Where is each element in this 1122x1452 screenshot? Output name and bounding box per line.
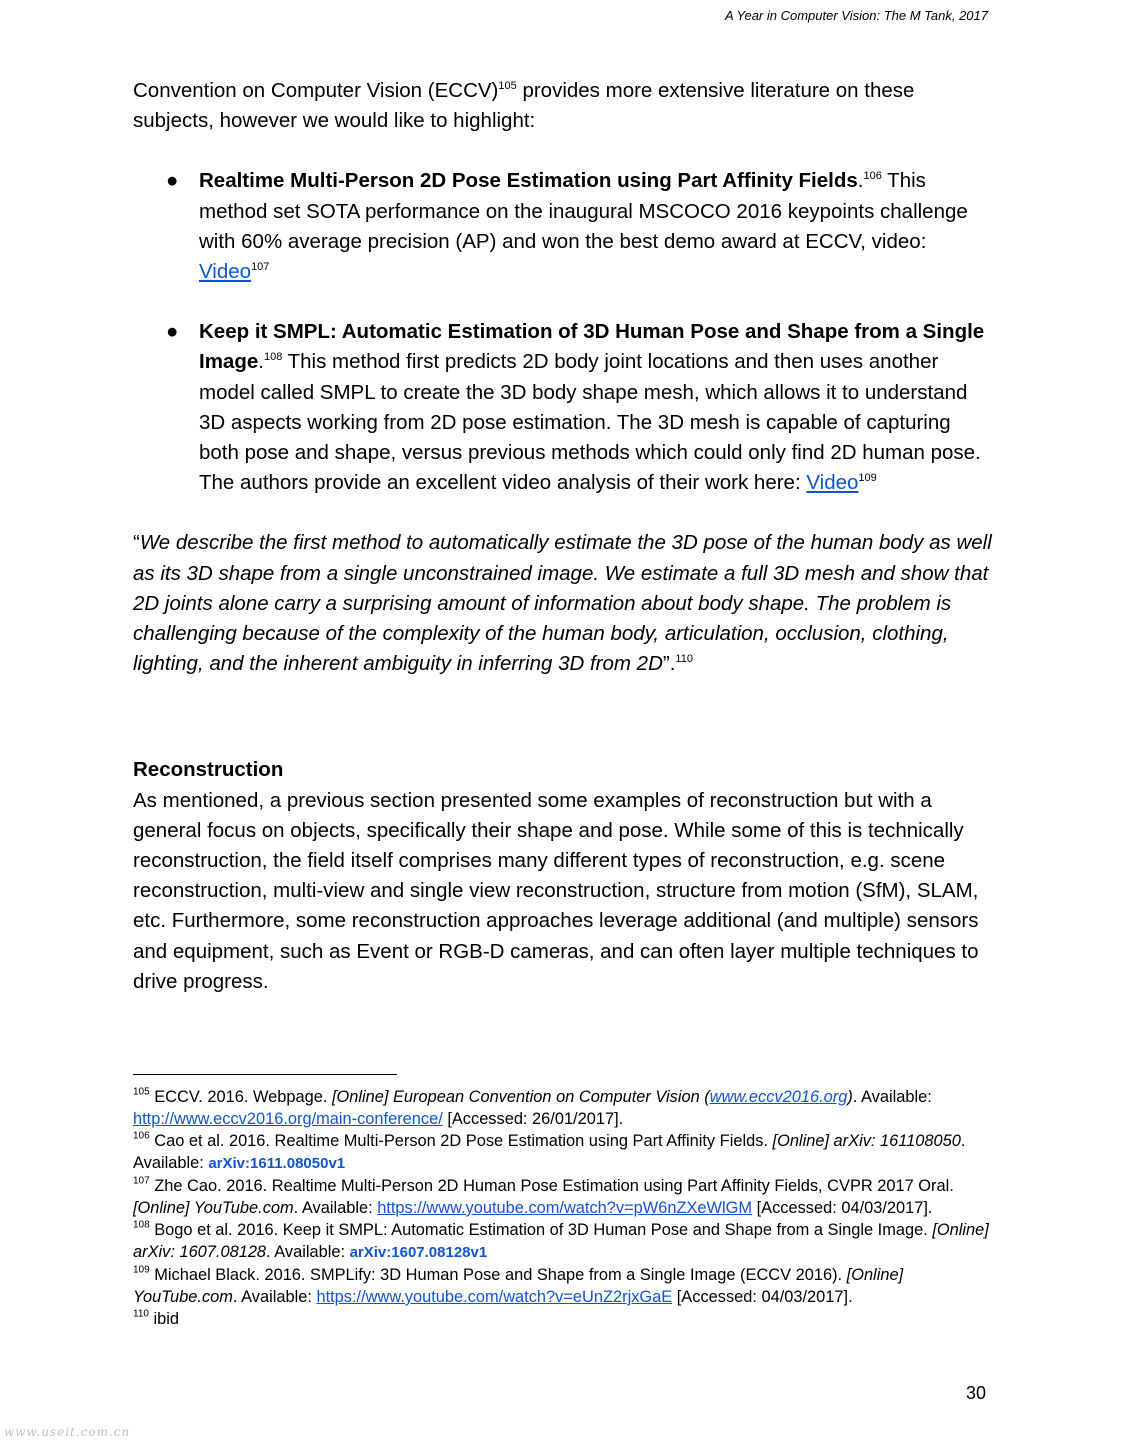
arxiv-link[interactable]: arXiv:1611.08050v1 <box>208 1155 346 1172</box>
main-content <box>133 76 993 997</box>
footnote-link[interactable]: www.eccv2016.org <box>709 1088 848 1106</box>
footnote-ref[interactable]: 105 <box>498 79 517 92</box>
page-number: 30 <box>966 1383 987 1403</box>
intro-paragraph: Convention on Computer Vision (ECCV)$^{105}$ provides more extensive literature on these subjects, however we would like to highlight: <box>133 79 915 133</box>
footnote-ref[interactable]: 106 <box>863 170 882 183</box>
watermark: www.useit.com.cn <box>4 1425 131 1439</box>
section-heading: Reconstruction <box>133 758 284 782</box>
footnote-ref[interactable]: 110 <box>675 653 693 665</box>
bullet-icon: ● <box>166 169 179 193</box>
footnote-105: $^{105}$ ECCV. 2016. Webpage. [Online] European Convention on Computer Vision (www.eccv2016.org). Available: http://www.eccv2016.org/main-conference/ [Accessed: 26/01/2017]. <box>133 1086 932 1128</box>
paper-title: Keep it SMPL: Automatic Estimation of 3D Human Pose and Shape from a Single Image <box>199 320 985 374</box>
section-body: As mentioned, a previous section presented some examples of reconstruction but with a general focus on objects, specifically their shape and pose. While some of this is technically reconstruction, the field itself comprises many different types of reconstruction, e.g. scene reconstruction, multi-view and single view reconstruction, structure from motion (SfM), SLAM, etc. Furthermore, some reconstruction approaches leverage additional (and multiple) sensors and equipment, such as Event or RGB-D cameras, and can often layer multiple techniques to drive progress. <box>133 788 979 993</box>
footnote-107: $^{107}$ Zhe Cao. 2016. Realtime Multi-Person 2D Human Pose Estimation using Part Affinity Fields, CVPR 2017 Oral. [Online] YouTube.com. Available: https://www.youtube.com/watch?v=pW6nZXeWlGM [Accessed: 04/03/2017]. <box>133 1175 954 1217</box>
footnote-link[interactable]: https://www.youtube.com/watch?v=eUnZ2rjxGaE <box>316 1288 673 1306</box>
footnote-divider <box>133 1074 397 1075</box>
running-header: A Year in Computer Vision: The M Tank, 2017 <box>724 8 988 23</box>
list-item: ● Keep it SMPL: Automatic Estimation of 3D Human Pose and Shape from a Single Image.$^{108}$ This method first predicts 2D body joint locations and then uses another model called SMPL to create the 3D body shape mesh, which allows it to understand 3D aspects working from 2D pose estimation. The 3D mesh is capable of capturing both pose and shape, versus previous methods which could only find 2D human pose. The authors provide an excellent video analysis of their work here: Video$^{109}$ <box>133 317 993 498</box>
video-link[interactable]: Video <box>806 471 859 495</box>
quote-block: “We describe the first method to automatically estimate the 3D pose of the human body as well as its 3D shape from a single unconstrained image. We estimate a full 3D mesh and show that 2D joints alone carry a surprising amount of information about body shape. The problem is challenging because of the complexity of the human body, articulation, occlusion, clothing, lighting, and the inherent ambiguity in inferring 3D from 2D”.$^{110}$ <box>133 531 992 676</box>
highlight-list <box>133 166 993 498</box>
footnote-106: $^{106}$ Cao et al. 2016. Realtime Multi-Person 2D Pose Estimation using Part Affinity Fields. [Online] arXiv: 161108050. Available: arXiv:1611.08050v1 <box>133 1130 966 1172</box>
arxiv-link[interactable]: arXiv:1607.08128v1 <box>349 1244 488 1261</box>
footnote-109: $^{109}$ Michael Black. 2016. SMPLify: 3D Human Pose and Shape from a Single Image (ECCV 2016). [Online] YouTube.com. Available: https://www.youtube.com/watch?v=eUnZ2rjxGaE [Accessed: 04/03/2017]. <box>133 1264 904 1306</box>
bullet-icon: ● <box>166 320 179 344</box>
footnotes <box>133 1086 993 1330</box>
footnote-110: $^{110}$ ibid <box>133 1308 180 1328</box>
footnote-ref[interactable]: 109 <box>858 471 877 484</box>
footnote-ref[interactable]: 107 <box>251 260 270 273</box>
footnote-ref[interactable]: 108 <box>263 351 283 364</box>
footnote-108: $^{108}$ Bogo et al. 2016. Keep it SMPL: Automatic Estimation of 3D Human Pose and Shape from a Single Image. [Online] arXiv: 1607.08128. Available: arXiv:1607.08128v1 <box>133 1219 989 1261</box>
footnote-link[interactable]: https://www.youtube.com/watch?v=pW6nZXeWlGM <box>377 1199 753 1217</box>
video-link[interactable]: Video <box>199 260 252 284</box>
list-item: ● Realtime Multi-Person 2D Pose Estimation using Part Affinity Fields.$^{106}$ This method set SOTA performance on the inaugural MSCOCO 2016 keypoints challenge with 60% average precision (AP) and won the best demo award at ECCV, video: Video$^{107}$ <box>133 166 993 287</box>
paper-title: Realtime Multi-Person 2D Pose Estimation using Part Affinity Fields <box>199 169 858 193</box>
footnote-link[interactable]: http://www.eccv2016.org/main-conference/ <box>133 1110 443 1128</box>
